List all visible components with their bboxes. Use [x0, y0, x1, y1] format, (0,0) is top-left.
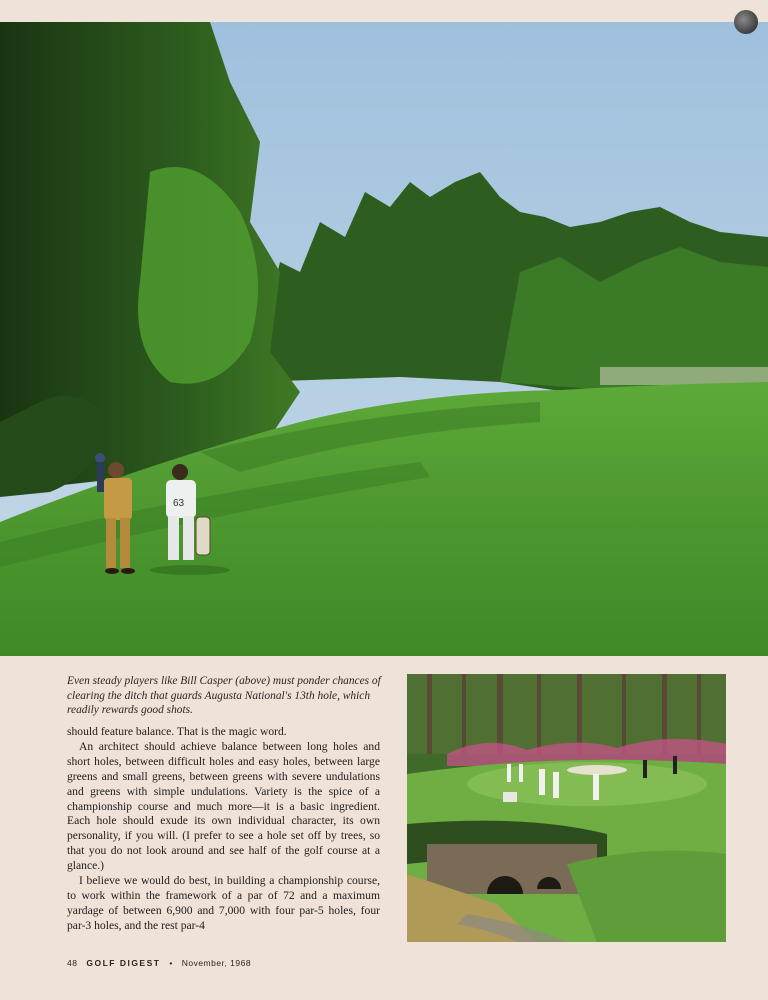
- issue-date: November, 1968: [181, 958, 252, 968]
- article-paragraph: An architect should achieve balance between long holes and short holes, between difficult holes and easy holes, between large greens and small greens, between greens with severe undulations and greens with simple undulations. Variety is the spice of a championship course and much more—it is a basic ingredient. Each hole should exude its own individual character, its own personality, if you will. (I prefer to see a hole set off by trees, so that you do not look around and see half of the golf course at a glance.): [67, 739, 380, 873]
- footer-separator: •: [169, 958, 173, 968]
- page-number: 48: [67, 958, 78, 968]
- article-paragraph: should feature balance. That is the magic word.: [67, 725, 287, 738]
- magazine-name: GOLF DIGEST: [86, 958, 161, 968]
- svg-text:63: 63: [173, 498, 185, 509]
- inset-photo-illustration: [407, 674, 726, 942]
- page-footer: [67, 958, 257, 968]
- binder-punch-hole: [734, 10, 758, 34]
- photo-caption: Even steady players like Bill Casper (above) must ponder chances of clearing the ditch that guards Augusta National's 13th hole, which readily rewards good shots.: [67, 675, 381, 717]
- article-body: [67, 725, 380, 934]
- article-paragraph: I believe we would do best, in building a championship course, to work within the framework of a par of 72 and a maximum yardage of between 6,900 and 7,000 with four par-5 holes, four par-3 holes, and the rest par-4: [67, 874, 380, 932]
- hero-photo-illustration: [0, 22, 768, 656]
- hero-photo-fairway: [0, 22, 768, 656]
- inset-photo-green-bridge: [407, 674, 726, 942]
